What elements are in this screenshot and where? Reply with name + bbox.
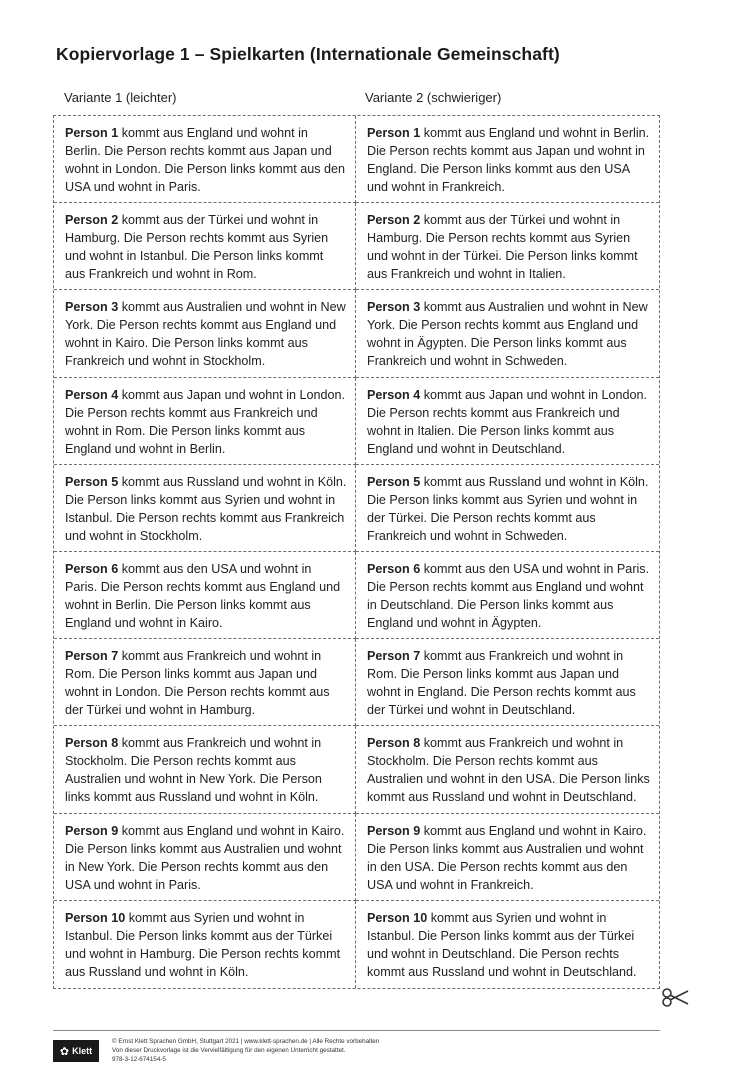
card-person-name: Person 7 [65,649,119,664]
card-person-name: Person 10 [65,910,126,925]
card-person-name: Person 9 [367,823,421,838]
card-person-name: Person 7 [367,649,421,664]
card-text: kommt aus den USA und wohnt in Paris. Die Person rechts kommt aus England und wohnt in Deutschland. Die Person links kommt aus England und wohnt in Ägypten. [367,561,650,630]
card-person-name: Person 4 [367,387,421,402]
card-text: kommt aus Japan und wohnt in London. Die Person rechts kommt aus Frankreich und wohnt in Rom. Die Person links kommt aus England und wohnt in Berlin. [65,387,346,456]
card-person-name: Person 2 [65,213,119,228]
card-variant1-person-7 [54,639,356,726]
card-person-name: Person 8 [367,736,421,751]
card-person-name: Person 2 [367,213,421,228]
card-text: kommt aus England und wohnt in Berlin. Die Person rechts kommt aus Japan und wohnt in London. Die Person links kommt aus den USA und wohnt in Paris. [65,126,346,194]
card-variant2-person-2 [356,203,659,290]
card-variant2-person-1 [356,116,659,203]
card-person-name: Person 6 [65,561,119,576]
card-variant2-person-4 [356,378,659,465]
card-variant1-person-1 [54,116,356,203]
card-text: kommt aus Russland und wohnt in Köln. Die Person links kommt aus Syrien und wohnt in Istanbul. Die Person rechts kommt aus Frankreich und wohnt in Stockholm. [65,474,347,543]
card-person-name: Person 3 [65,300,119,315]
card-person-name: Person 6 [367,561,421,576]
card-text: kommt aus Frankreich und wohnt in Stockholm. Die Person rechts kommt aus Australien und wohnt in den USA. Die Person links kommt aus Russland und wohnt in Deutschland. [367,736,650,805]
card-person-name: Person 8 [65,736,119,751]
card-variant2-person-7 [356,639,659,726]
card-text: kommt aus Australien und wohnt in New York. Die Person rechts kommt aus England und wohnt in Kairo. Die Person links kommt aus Frankreich und wohnt in Stockholm. [65,300,346,369]
card-grid [53,115,660,989]
card-person-name: Person 4 [65,387,119,402]
footer-divider [53,1030,660,1031]
card-text: kommt aus Japan und wohnt in London. Die Person rechts kommt aus Frankreich und wohnt in Italien. Die Person links kommt aus England und wohnt in Deutschland. [367,387,648,456]
card-text: kommt aus Syrien und wohnt in Istanbul. Die Person links kommt aus der Türkei und wohnt in Hamburg. Die Person rechts kommt aus Russland und wohnt in Köln. [65,910,341,979]
card-text: kommt aus der Türkei und wohnt in Hamburg. Die Person rechts kommt aus Syrien und wohnt in der Türkei. Die Person links kommt aus Frankreich und wohnt in Italien. [367,213,638,282]
card-variant2-person-6 [356,552,659,639]
card-variant1-person-9 [54,814,356,901]
variant-2-label: Variante 2 (schwieriger) [365,90,502,105]
card-variant1-person-3 [54,290,356,377]
card-variant2-person-10 [356,901,659,988]
card-variant1-person-2 [54,203,356,290]
card-variant2-person-9 [356,814,659,901]
card-person-name: Person 9 [65,823,119,838]
card-person-name: Person 1 [65,126,119,140]
card-text: kommt aus der Türkei und wohnt in Hamburg. Die Person rechts kommt aus Syrien und wohnt in Istanbul. Die Person links kommt aus Frankreich und wohnt in Rom. [65,213,329,282]
page-title: Kopiervorlage 1 – Spielkarten (Internationale Gemeinschaft) [56,44,560,64]
card-variant1-person-10 [54,901,356,988]
card-text: kommt aus Australien und wohnt in New York. Die Person rechts kommt aus England und wohnt in Ägypten. Die Person links kommt aus Frankreich und wohnt in Schweden. [367,300,648,369]
card-variant2-person-3 [356,290,659,377]
card-text: kommt aus Frankreich und wohnt in Rom. Die Person links kommt aus Japan und wohnt in England. Die Person rechts kommt aus der Türkei und wohnt in Deutschland. [367,649,636,718]
klett-logo-icon: ✿ Klett [53,1040,99,1062]
card-person-name: Person 3 [367,300,421,315]
card-variant1-person-5 [54,465,356,552]
footer-isbn: 978-3-12-674154-5 [112,1056,166,1063]
card-text: kommt aus Syrien und wohnt in Istanbul. Die Person links kommt aus der Türkei und wohnt in Deutschland. Die Person rechts kommt aus Russland und wohnt in Deutschland. [367,910,637,979]
card-variant1-person-6 [54,552,356,639]
card-person-name: Person 10 [367,910,428,925]
card-person-name: Person 1 [367,126,421,140]
card-text: kommt aus den USA und wohnt in Paris. Die Person rechts kommt aus England und wohnt in Berlin. Die Person links kommt aus England und wohnt in Kairo. [65,561,341,630]
footer-copyright [112,1037,652,1064]
card-text: kommt aus Russland und wohnt in Köln. Die Person links kommt aus Syrien und wohnt in der Türkei. Die Person rechts kommt aus Frankreich und wohnt in Schweden. [367,474,649,543]
footer-line-1: © Ernst Klett Sprachen GmbH, Stuttgart 2021 | www.klett-sprachen.de | Alle Rechte vorbehalten [112,1038,380,1045]
card-text: kommt aus England und wohnt in Berlin. Die Person rechts kommt aus Japan und wohnt in England. Die Person links kommt aus den USA und wohnt in Frankreich. [367,126,650,194]
variant-1-label: Variante 1 (leichter) [64,90,177,105]
card-variant2-person-5 [356,465,659,552]
card-variant1-person-8 [54,726,356,813]
card-text: kommt aus England und wohnt in Kairo. Die Person links kommt aus Australien und wohnt in New York. Die Person rechts kommt aus den USA und wohnt in Paris. [65,823,345,892]
footer-line-2: Von dieser Druckvorlage ist die Vervielfältigung für den eigenen Unterricht gestattet. [112,1047,346,1054]
card-variant2-person-8 [356,726,659,813]
card-person-name: Person 5 [367,474,421,489]
card-person-name: Person 5 [65,474,119,489]
card-variant1-person-4 [54,378,356,465]
card-text: kommt aus Frankreich und wohnt in Stockholm. Die Person rechts kommt aus Australien und wohnt in New York. Die Person links kommt aus Russland und wohnt in Köln. [65,736,322,805]
card-text: kommt aus England und wohnt in Kairo. Die Person links kommt aus Australien und wohnt in den USA. Die Person rechts kommt aus den USA und wohnt in Frankreich. [367,823,647,892]
card-text: kommt aus Frankreich und wohnt in Rom. Die Person links kommt aus Japan und wohnt in London. Die Person rechts kommt aus der Türkei und wohnt in Hamburg. [65,649,330,718]
scissors-icon [660,985,692,1009]
